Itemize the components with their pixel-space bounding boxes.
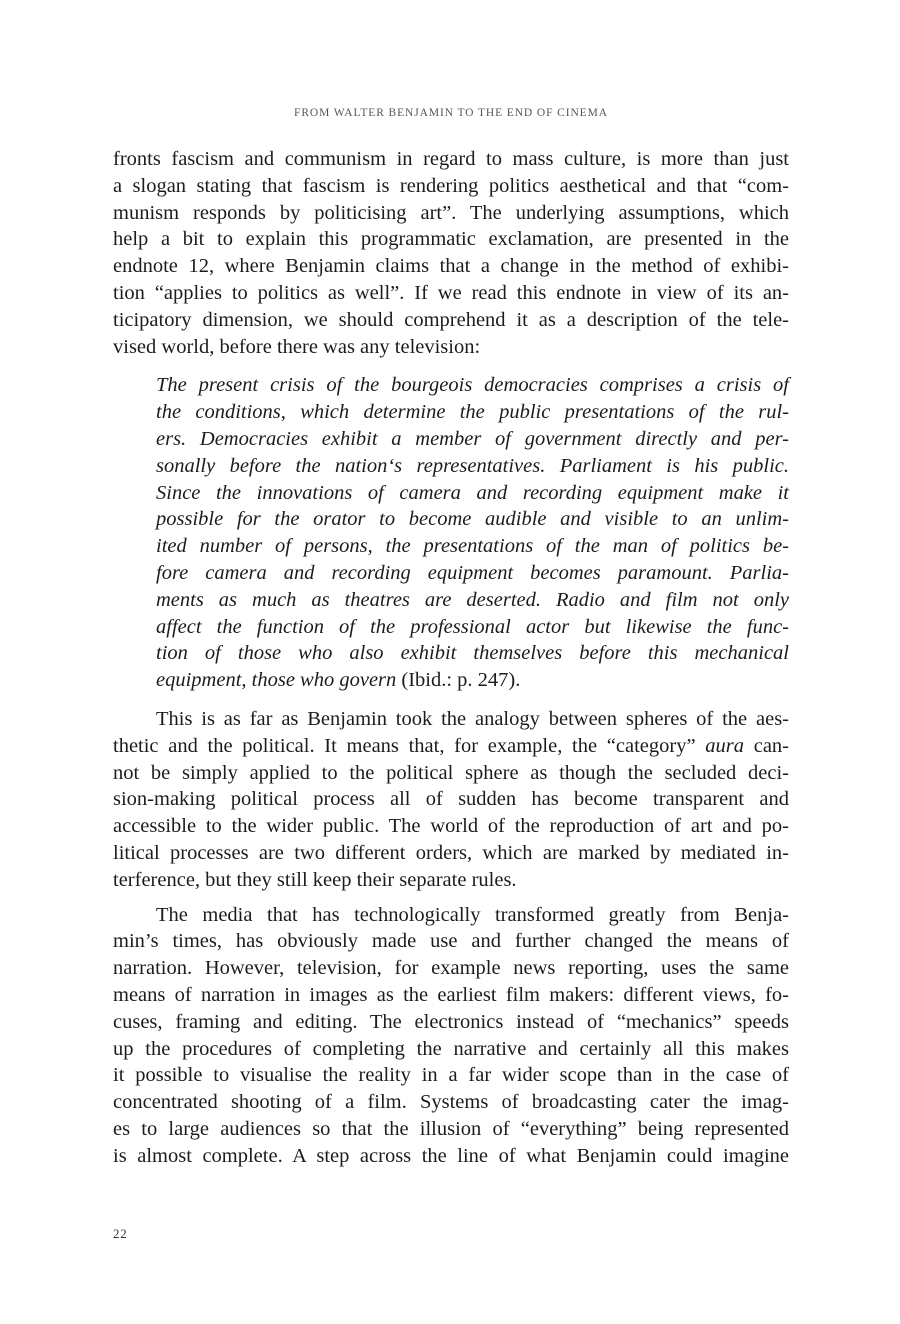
text-line: vised world, before there was any television: [113,335,481,358]
paragraph-2 [113,706,789,894]
text-line: accessible to the wider public. The world of the reproduction of art and po- [113,815,789,838]
paragraph-1 [113,146,789,360]
text-line: is almost complete. A step across the line of what Benjamin could imagine [113,1144,789,1167]
text-line: it possible to visualise the reality in a far wider scope than in the case of [113,1064,789,1087]
quote-line: ments as much as theatres are deserted. Radio and film not only [156,588,789,611]
text-line: concentrated shooting of a film. Systems of broadcasting cater the imag- [113,1091,789,1114]
emphasis-aura: aura [705,734,745,757]
quote-line: possible for the orator to become audible and visible to an unlim- [156,508,789,531]
paragraph-gap [113,894,789,902]
text-line: tion “applies to politics as well”. If we read this endnote in view of its an- [113,281,789,304]
text-line: endnote 12, where Benjamin claims that a change in the method of exhibi- [113,255,789,278]
block-quote [156,372,789,694]
text-line: litical processes are two different orders, which are marked by mediated in- [113,841,789,864]
body-text [113,146,789,1169]
text-line: fronts fascism and communism in regard to mass culture, is more than just [113,148,789,170]
text-line: terference, but they still keep their separate rules. [113,868,517,891]
quote-line: ited number of persons, the presentations of the man of politics be- [156,535,789,558]
text-line: This is as far as Benjamin took the analogy between spheres of the aes- [156,707,789,730]
quote-line: The present crisis of the bourgeois democracies comprises a crisis of [156,374,789,397]
text-line: es to large audiences so that the illusion of “everything” being represented [113,1117,789,1140]
quote-last-line [156,667,789,694]
quote-line: fore camera and recording equipment becomes paramount. Parlia- [156,561,789,584]
text-line: The media that has technologically transformed greatly from Benja- [156,903,789,926]
text-line: not be simply applied to the political sphere as though the secluded deci- [113,761,789,784]
quote-line: ers. Democracies exhibit a member of government directly and per- [156,427,789,450]
quote-line: sonally before the nation‘s representatives. Parliament is his public. [156,454,789,477]
text-line: sion-making political process all of sudden has become transparent and [113,788,789,811]
page-number: 22 [113,1226,128,1241]
text-line [113,733,789,760]
text-line: min’s times, has obviously made use and further changed the means of [113,930,789,953]
quote-last-italic: equipment, those who govern [156,669,397,692]
text-line: means of narration in images as the earliest film makers: different views, fo- [113,983,789,1006]
text-line: help a bit to explain this programmatic exclamation, are presented in the [113,228,789,251]
quote-line: Since the innovations of camera and recording equipment make it [156,481,789,504]
quote-citation: (Ibid.: p. 247). [401,669,521,692]
text-line: cuses, framing and editing. The electronics instead of “mechanics” speeds [113,1010,789,1033]
text-line: ticipatory dimension, we should comprehend it as a description of the tele- [113,308,789,331]
text-line: up the procedures of completing the narrative and certainly all this makes [113,1037,789,1060]
paragraph-3 [113,902,789,1170]
text-line: munism responds by politicising art”. The underlying assumptions, which [113,201,789,224]
text-segment: can- [744,734,789,757]
quote-line: tion of those who also exhibit themselves before this mechanical [156,642,789,665]
running-head: FROM WALTER BENJAMIN TO THE END OF CINEMA [294,107,608,119]
text-line: narration. However, television, for example news reporting, uses the same [113,957,789,980]
text-segment: thetic and the political. It means that, for example, the “category” [113,734,706,757]
quote-line: affect the function of the professional actor but likewise the func- [156,615,789,638]
quote-line: the conditions, which determine the public presentations of the rul- [156,401,789,424]
text-line: a slogan stating that fascism is rendering politics aesthetical and that “com- [113,174,789,197]
